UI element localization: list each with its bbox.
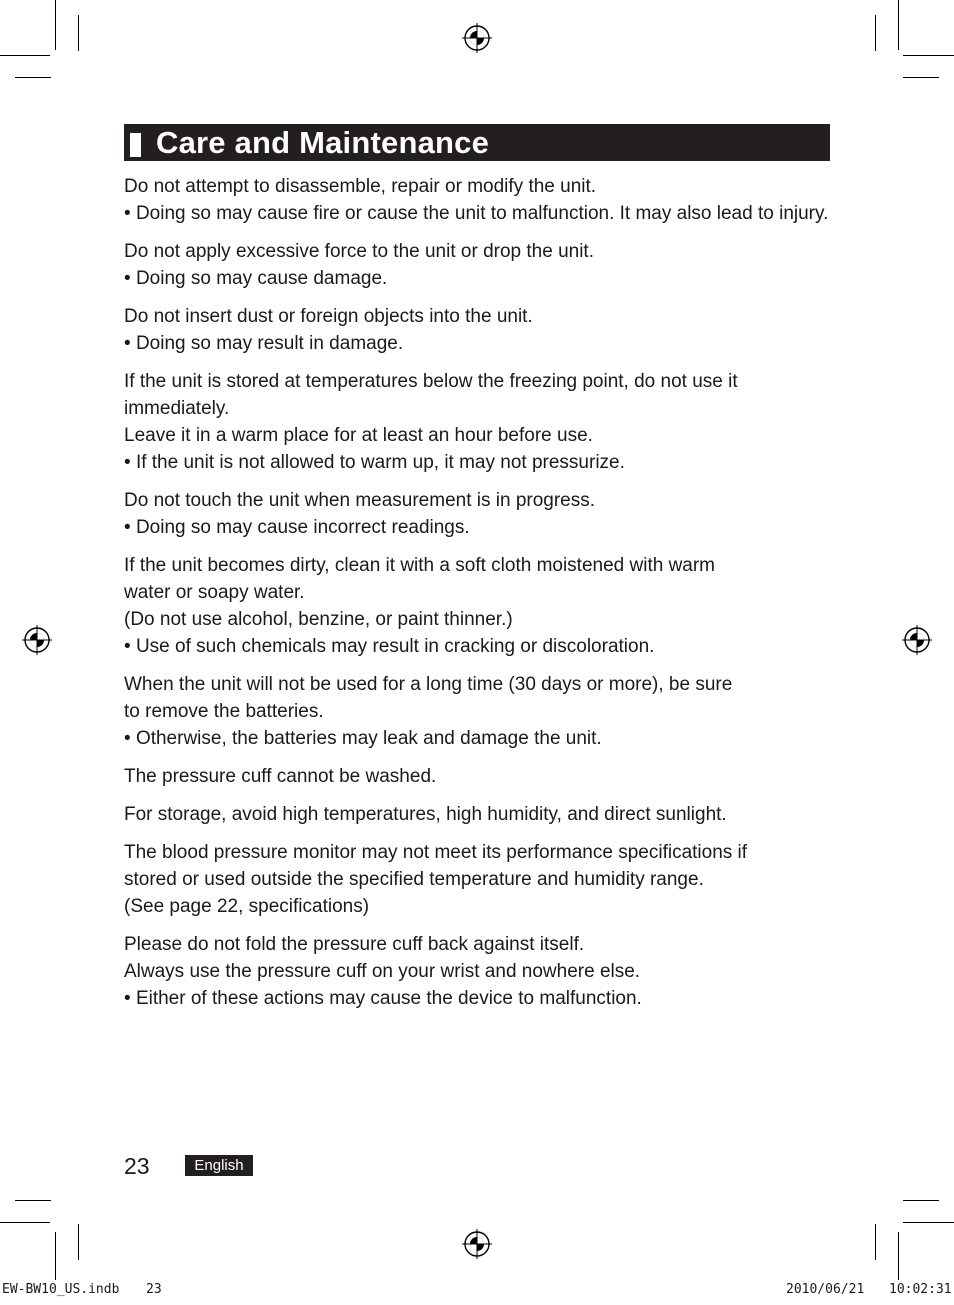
- instruction-block: [124, 552, 834, 660]
- instruction-block: [124, 368, 834, 476]
- section-title: Care and Maintenance: [156, 125, 490, 160]
- instruction-text: Always use the pressure cuff on your wrist and nowhere else.: [124, 961, 641, 982]
- crop-mark: [0, 1222, 50, 1223]
- section-header: [124, 124, 830, 161]
- slug-page: 23: [146, 1282, 162, 1297]
- bullet-text: Doing so may cause incorrect readings.: [135, 517, 470, 538]
- crop-mark: [903, 1200, 939, 1201]
- bullet-glyph: •: [124, 268, 131, 289]
- instruction-block: [124, 303, 834, 357]
- instruction-text: Do not attempt to disassemble, repair or modify the unit.: [124, 176, 597, 197]
- bullet-item: [124, 330, 834, 357]
- instruction-block: [124, 173, 834, 227]
- slug-time: 10:02:31: [889, 1282, 952, 1297]
- instruction-block: [124, 931, 834, 1012]
- bullet-text: Doing so may cause damage.: [135, 268, 388, 289]
- instruction-block: [124, 839, 834, 920]
- bullet-glyph: •: [124, 517, 131, 538]
- bullet-item: [124, 514, 834, 541]
- bullet-text: Otherwise, the batteries may leak and damage the unit.: [135, 728, 602, 749]
- crop-mark: [903, 77, 939, 78]
- language-badge: English: [185, 1155, 253, 1176]
- bullet-glyph: •: [124, 636, 131, 657]
- instruction-block: [124, 487, 834, 541]
- crop-mark: [15, 1200, 51, 1201]
- bullet-item: [124, 449, 834, 476]
- instruction-text: If the unit becomes dirty, clean it with a soft cloth moistened with warm: [124, 555, 716, 576]
- crop-mark: [0, 55, 50, 56]
- bullet-glyph: •: [124, 988, 131, 1009]
- bullet-item: [124, 265, 834, 292]
- instruction-block: [124, 238, 834, 292]
- instruction-text: The blood pressure monitor may not meet its performance specifications if: [124, 842, 748, 863]
- instruction-text: to remove the batteries.: [124, 701, 324, 722]
- crop-mark: [78, 1224, 79, 1260]
- crop-mark: [903, 1222, 954, 1223]
- bullet-text: Either of these actions may cause the device to malfunction.: [135, 988, 642, 1009]
- care-instructions: [124, 173, 834, 1023]
- bullet-text: Use of such chemicals may result in cracking or discoloration.: [135, 636, 655, 657]
- instruction-text: For storage, avoid high temperatures, high humidity, and direct sunlight.: [124, 804, 727, 825]
- instruction-text: Do not apply excessive force to the unit or drop the unit.: [124, 241, 594, 262]
- crop-mark: [78, 15, 79, 51]
- instruction-text: The pressure cuff cannot be washed.: [124, 766, 437, 787]
- bullet-item: [124, 725, 834, 752]
- crop-mark: [875, 15, 876, 51]
- bullet-glyph: •: [124, 203, 131, 224]
- bullet-item: [124, 985, 834, 1012]
- crop-mark: [903, 55, 954, 56]
- crosshair-target-icon: [461, 22, 493, 54]
- crop-mark: [898, 1232, 899, 1280]
- bullet-item: [124, 633, 834, 660]
- instruction-text: If the unit is stored at temperatures below the freezing point, do not use it: [124, 371, 738, 392]
- bullet-text: If the unit is not allowed to warm up, it may not pressurize.: [135, 452, 625, 473]
- instruction-text: Do not insert dust or foreign objects into the unit.: [124, 306, 533, 327]
- crosshair-target-icon: [21, 624, 53, 656]
- slug-file: EW-BW10_US.indb: [2, 1282, 120, 1297]
- crop-mark: [898, 0, 899, 50]
- instruction-text: water or soapy water.: [124, 582, 305, 603]
- instruction-text: stored or used outside the specified temperature and humidity range.: [124, 869, 704, 890]
- crop-mark: [875, 1224, 876, 1260]
- crop-mark: [15, 77, 51, 78]
- page-number: 23: [124, 1153, 150, 1179]
- bullet-glyph: •: [124, 728, 131, 749]
- bullet-text: Doing so may result in damage.: [135, 333, 404, 354]
- bullet-glyph: •: [124, 452, 131, 473]
- instruction-text: (See page 22, specifications): [124, 896, 370, 917]
- slug-date: 2010/06/21: [786, 1282, 865, 1297]
- section-marker: [130, 133, 141, 157]
- instruction-text: (Do not use alcohol, benzine, or paint thinner.): [124, 609, 513, 630]
- instruction-text: Please do not fold the pressure cuff back against itself.: [124, 934, 585, 955]
- bullet-glyph: •: [124, 333, 131, 354]
- instruction-block: [124, 671, 834, 752]
- instruction-text: Leave it in a warm place for at least an hour before use.: [124, 425, 593, 446]
- bullet-item: [124, 200, 834, 227]
- crosshair-target-icon: [461, 1228, 493, 1260]
- instruction-block: [124, 801, 834, 828]
- instruction-text: Do not touch the unit when measurement is in progress.: [124, 490, 596, 511]
- crosshair-target-icon: [901, 624, 933, 656]
- instruction-text: When the unit will not be used for a long time (30 days or more), be sure: [124, 674, 733, 695]
- instruction-text: immediately.: [124, 398, 230, 419]
- instruction-block: [124, 763, 834, 790]
- crop-mark: [55, 1232, 56, 1280]
- bullet-text: Doing so may cause fire or cause the unit to malfunction. It may also lead to injury.: [135, 203, 829, 224]
- crop-mark: [55, 0, 56, 50]
